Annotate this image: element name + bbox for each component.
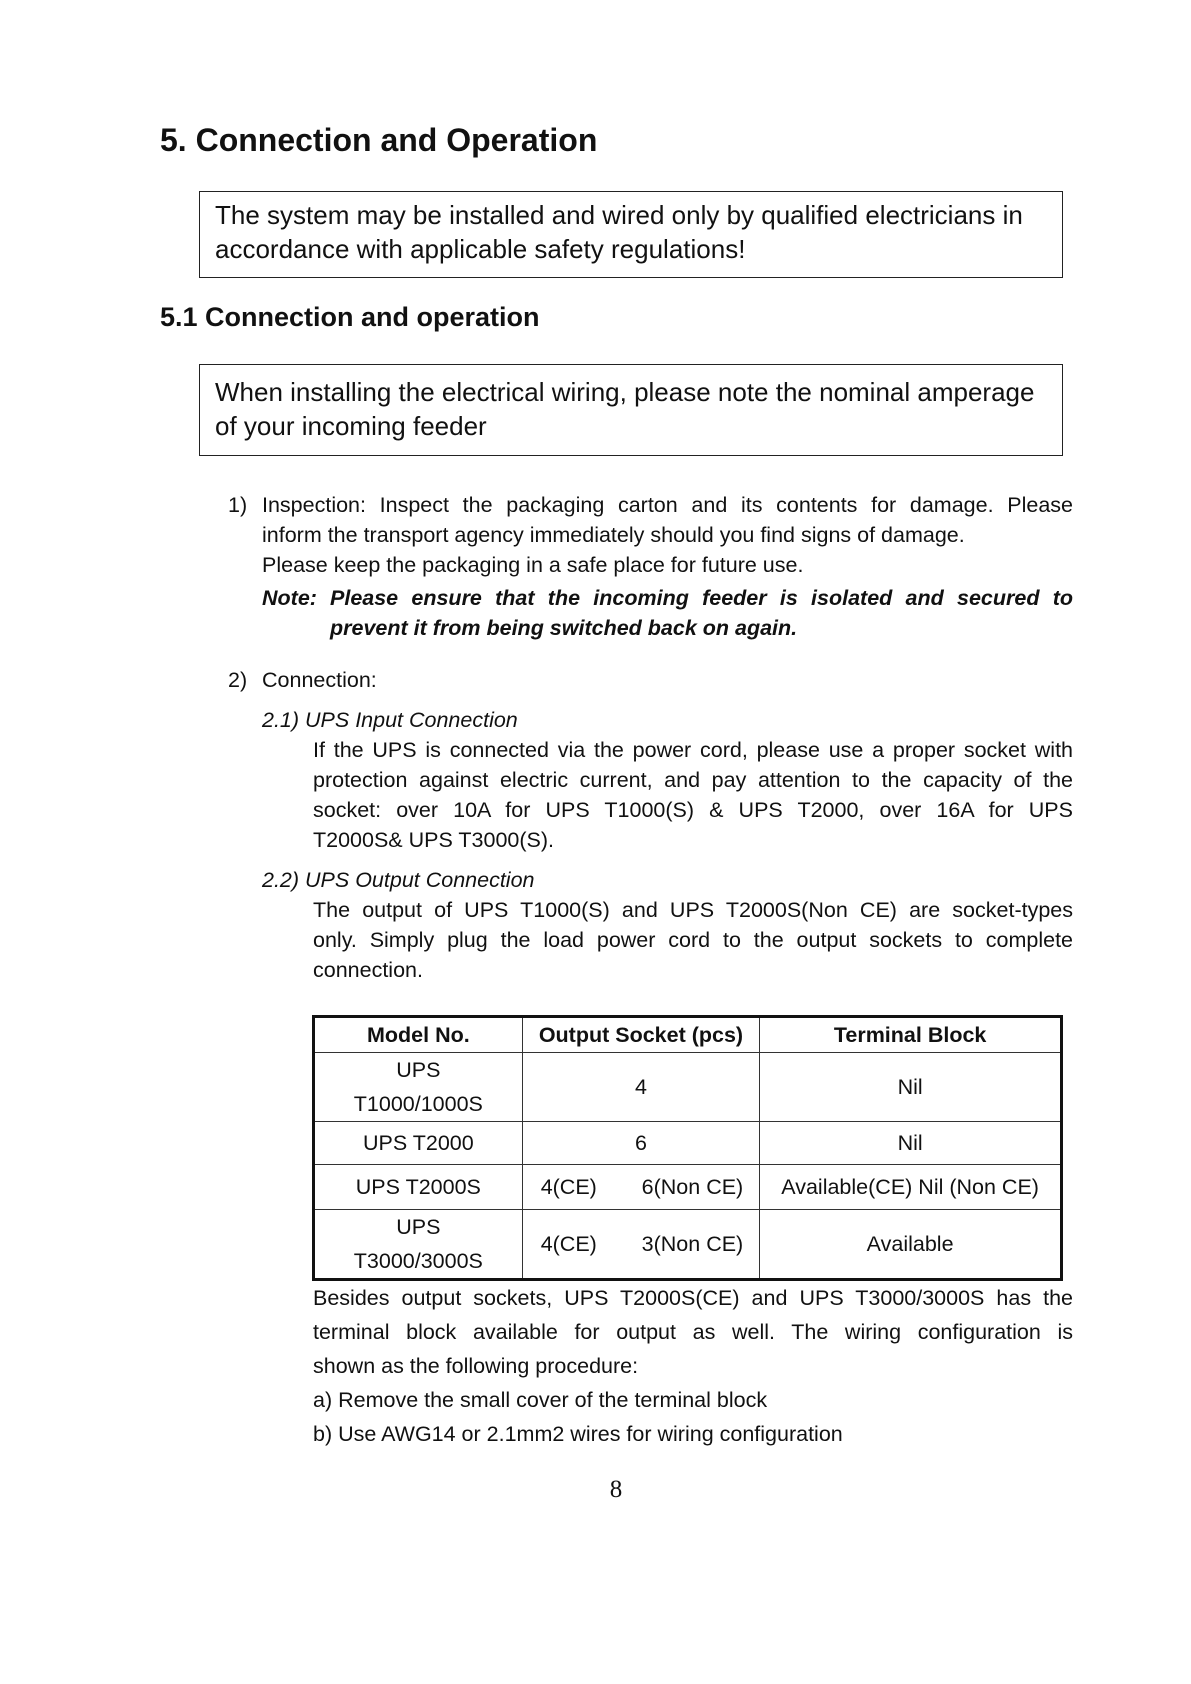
note-label: Note: xyxy=(262,586,317,610)
cell-terminal: Available(CE) Nil (Non CE) xyxy=(760,1165,1062,1210)
terminal-block-paragraph xyxy=(313,1281,1073,1451)
header-output-socket: Output Socket (pcs) xyxy=(522,1017,760,1053)
table-header-row xyxy=(314,1017,1062,1053)
list-number: 2) xyxy=(228,668,248,692)
output-connection-paragraph xyxy=(313,895,1073,985)
list-number: 1) xyxy=(228,493,248,517)
note-line-2: prevent it from being switched back on again. xyxy=(330,616,798,640)
header-terminal-block: Terminal Block xyxy=(760,1017,1062,1053)
table-row xyxy=(314,1165,1062,1210)
cell-model xyxy=(314,1053,523,1122)
amperage-notice-line-2: of your incoming feeder xyxy=(215,411,487,441)
subsection-heading: 5.1 Connection and operation xyxy=(160,302,540,332)
input-connection-paragraph xyxy=(313,735,1073,855)
section-heading: 5. Connection and Operation xyxy=(160,122,598,158)
output-line-3: connection. xyxy=(313,958,423,982)
model-line-2: T1000/1000S xyxy=(353,1092,483,1116)
output-line-2: only. Simply plug the load power cord to the output sockets to complete xyxy=(313,928,1073,952)
inspection-line-3: Please keep the packaging in a safe place for future use. xyxy=(262,553,804,577)
table-row xyxy=(314,1210,1062,1280)
input-line-2: protection against electric current, and pay attention to the capacity of the xyxy=(313,768,1073,792)
cell-sockets: 4 xyxy=(522,1053,760,1122)
table-row xyxy=(314,1053,1062,1122)
page-number: 8 xyxy=(609,1476,623,1503)
cell-terminal: Nil xyxy=(760,1053,1062,1122)
after-line-2: terminal block available for output as well. The wiring configuration is xyxy=(313,1320,1073,1344)
note-line-1: Please ensure that the incoming feeder is isolated and secured to xyxy=(330,586,1073,610)
input-line-1: If the UPS is connected via the power cord, please use a proper socket with xyxy=(313,738,1073,762)
cell-model: UPS T2000S xyxy=(314,1165,523,1210)
header-model: Model No. xyxy=(314,1017,523,1053)
output-connection-title: 2.2) UPS Output Connection xyxy=(262,868,535,892)
inspection-line-1: Inspection: Inspect the packaging carton and its contents for damage. Please xyxy=(262,493,1073,517)
amperage-notice-box xyxy=(199,364,1063,456)
cell-terminal: Available xyxy=(760,1210,1062,1280)
after-line-1: Besides output sockets, UPS T2000S(CE) and UPS T3000/3000S has the xyxy=(313,1286,1073,1310)
sockets-non-ce: 6(Non CE) xyxy=(641,1174,744,1199)
cell-model: UPS T2000 xyxy=(314,1122,523,1165)
model-line-1: UPS xyxy=(396,1058,441,1082)
step-a: a) Remove the small cover of the terminal block xyxy=(313,1388,768,1412)
sockets-ce: 4(CE) xyxy=(540,1231,597,1256)
output-socket-table xyxy=(312,1015,1063,1281)
safety-notice-box xyxy=(199,191,1063,278)
table-row xyxy=(314,1122,1062,1165)
inspection-line-2: inform the transport agency immediately should you find signs of damage. xyxy=(262,523,965,547)
cell-sockets xyxy=(522,1210,760,1280)
after-line-3: shown as the following procedure: xyxy=(313,1354,639,1378)
amperage-notice-line-1: When installing the electrical wiring, please note the nominal amperage xyxy=(215,377,1035,407)
safety-notice-line-2: accordance with applicable safety regulations! xyxy=(215,234,746,264)
sockets-non-ce: 3(Non CE) xyxy=(641,1231,744,1256)
input-connection-title: 2.1) UPS Input Connection xyxy=(262,708,518,732)
input-line-3: socket: over 10A for UPS T1000(S) & UPS T2000, over 16A for UPS xyxy=(313,798,1073,822)
input-line-4: T2000S& UPS T3000(S). xyxy=(313,828,555,852)
sockets-ce: 4(CE) xyxy=(540,1174,597,1199)
output-line-1: The output of UPS T1000(S) and UPS T2000S(Non CE) are socket-types xyxy=(313,898,1073,922)
safety-notice-line-1: The system may be installed and wired only by qualified electricians in xyxy=(215,200,1023,230)
model-line-2: T3000/3000S xyxy=(353,1249,483,1273)
cell-terminal: Nil xyxy=(760,1122,1062,1165)
step-b: b) Use AWG14 or 2.1mm2 wires for wiring configuration xyxy=(313,1422,843,1446)
connection-label: Connection: xyxy=(262,668,377,692)
cell-model xyxy=(314,1210,523,1280)
cell-sockets: 6 xyxy=(522,1122,760,1165)
cell-sockets xyxy=(522,1165,760,1210)
model-line-1: UPS xyxy=(396,1215,441,1239)
